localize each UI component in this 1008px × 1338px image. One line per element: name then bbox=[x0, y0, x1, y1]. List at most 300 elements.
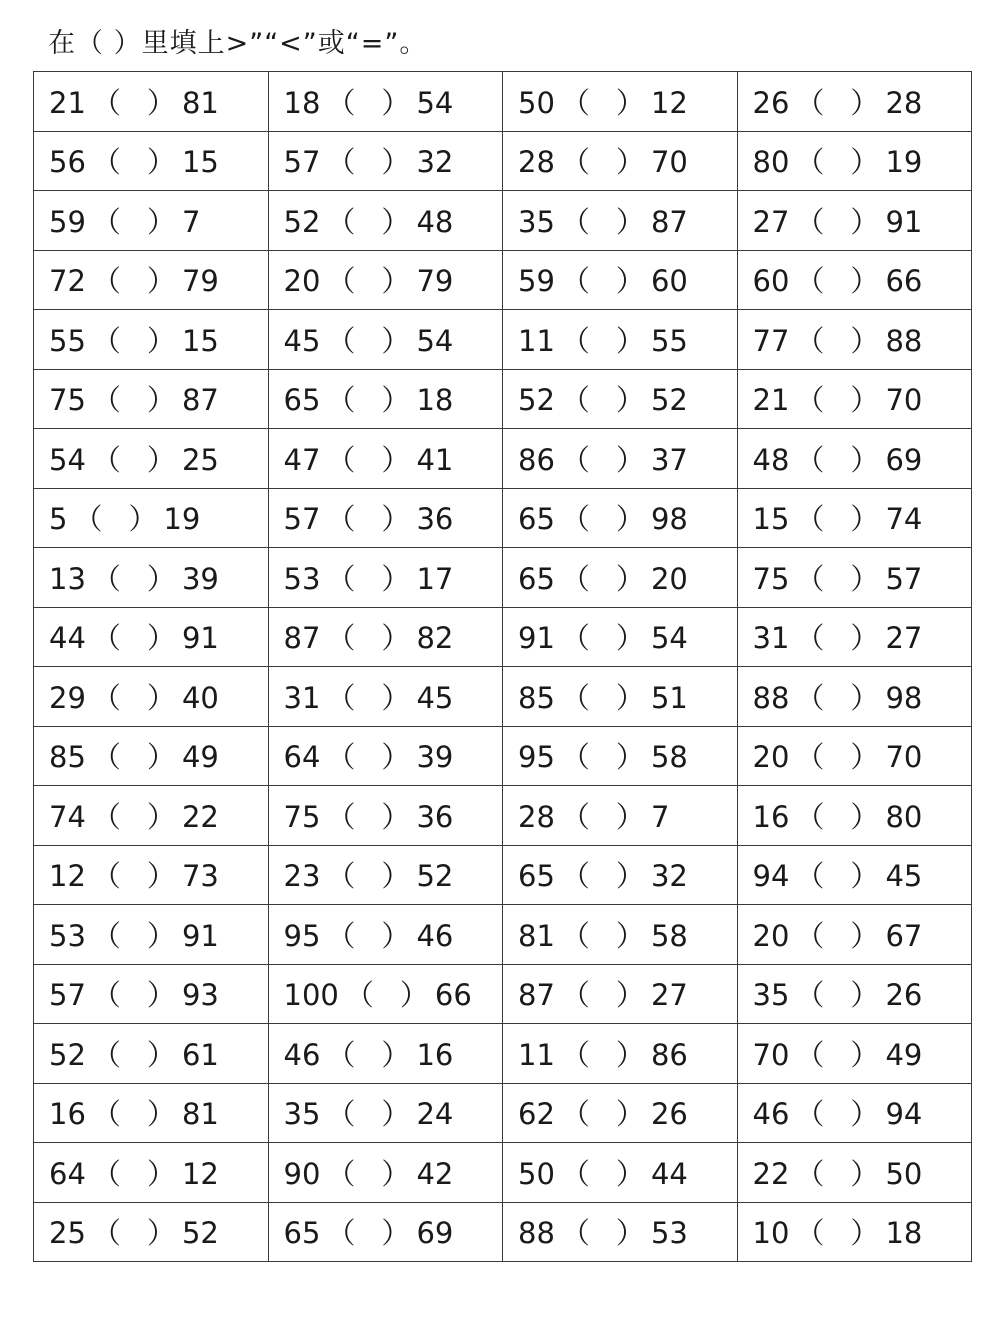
close-paren: ） bbox=[381, 1156, 411, 1191]
right-number: 93 bbox=[181, 978, 219, 1013]
open-paren: （ bbox=[326, 740, 356, 775]
left-number: 64 bbox=[49, 1156, 86, 1191]
left-number: 87 bbox=[283, 621, 321, 656]
answer-blank[interactable] bbox=[561, 557, 645, 598]
comparison-problem bbox=[268, 191, 503, 251]
right-number: 69 bbox=[416, 1216, 454, 1251]
left-number: 60 bbox=[752, 264, 790, 299]
left-number: 56 bbox=[49, 145, 86, 180]
answer-blank[interactable] bbox=[561, 735, 645, 776]
comparison-problem bbox=[34, 429, 269, 489]
comparison-problem bbox=[737, 786, 972, 846]
answer-blank[interactable] bbox=[326, 795, 410, 836]
comparison-problem bbox=[737, 1024, 972, 1084]
answer-blank[interactable] bbox=[92, 616, 176, 657]
open-paren: （ bbox=[91, 621, 121, 656]
answer-blank[interactable] bbox=[92, 973, 176, 1014]
answer-blank[interactable] bbox=[326, 1152, 410, 1193]
answer-blank[interactable] bbox=[561, 378, 645, 419]
open-paren: （ bbox=[326, 442, 356, 477]
answer-blank[interactable] bbox=[326, 497, 410, 538]
close-paren: ） bbox=[615, 442, 645, 477]
open-paren: （ bbox=[91, 85, 121, 120]
right-number: 52 bbox=[416, 859, 454, 894]
left-number: 91 bbox=[518, 621, 555, 656]
open-paren: （ bbox=[560, 323, 590, 358]
close-paren: ） bbox=[381, 918, 411, 953]
open-paren: （ bbox=[326, 621, 356, 656]
comparison-problem bbox=[737, 964, 972, 1024]
answer-blank[interactable] bbox=[345, 973, 429, 1014]
left-number: 26 bbox=[752, 85, 790, 120]
comparison-problem bbox=[503, 1024, 738, 1084]
answer-blank[interactable] bbox=[795, 676, 879, 717]
right-number: 51 bbox=[650, 680, 688, 715]
right-number: 91 bbox=[181, 621, 219, 656]
answer-blank[interactable] bbox=[92, 854, 176, 895]
open-paren: （ bbox=[91, 323, 121, 358]
right-number: 79 bbox=[416, 264, 454, 299]
comparison-problem bbox=[737, 905, 972, 965]
open-paren: （ bbox=[560, 918, 590, 953]
left-number: 53 bbox=[283, 561, 321, 596]
left-number: 15 bbox=[752, 502, 790, 537]
comparison-problem bbox=[268, 1202, 503, 1262]
answer-blank[interactable] bbox=[795, 81, 879, 122]
right-number: 73 bbox=[181, 859, 219, 894]
answer-blank[interactable] bbox=[795, 854, 879, 895]
left-number: 47 bbox=[283, 442, 321, 477]
answer-blank[interactable] bbox=[92, 1211, 176, 1252]
left-number: 28 bbox=[518, 145, 555, 180]
table-row bbox=[34, 667, 972, 727]
left-number: 65 bbox=[518, 859, 555, 894]
comparison-problem bbox=[737, 131, 972, 191]
right-number: 27 bbox=[885, 621, 923, 656]
close-paren: ） bbox=[615, 502, 645, 537]
close-paren: ） bbox=[615, 204, 645, 239]
comparison-problem bbox=[34, 726, 269, 786]
right-number: 74 bbox=[885, 502, 923, 537]
close-paren: ） bbox=[615, 383, 645, 418]
left-number: 86 bbox=[518, 442, 555, 477]
comparison-problem bbox=[503, 310, 738, 370]
left-number: 25 bbox=[49, 1216, 86, 1251]
answer-blank[interactable] bbox=[561, 854, 645, 895]
answer-blank[interactable] bbox=[561, 497, 645, 538]
open-paren: （ bbox=[326, 859, 356, 894]
left-number: 20 bbox=[283, 264, 321, 299]
comparison-problem bbox=[503, 488, 738, 548]
close-paren: ） bbox=[850, 1156, 880, 1191]
answer-blank[interactable] bbox=[326, 854, 410, 895]
answer-blank[interactable] bbox=[561, 140, 645, 181]
left-number: 45 bbox=[283, 323, 321, 358]
answer-blank[interactable] bbox=[326, 259, 410, 300]
answer-blank[interactable] bbox=[92, 438, 176, 479]
comparison-problem bbox=[34, 667, 269, 727]
answer-blank[interactable] bbox=[795, 438, 879, 479]
open-paren: （ bbox=[560, 1037, 590, 1072]
table-row bbox=[34, 726, 972, 786]
comparison-problem bbox=[34, 964, 269, 1024]
answer-blank[interactable] bbox=[92, 1152, 176, 1193]
comparison-problem bbox=[268, 1083, 503, 1143]
comparison-problem bbox=[737, 250, 972, 310]
comparison-problem bbox=[34, 1202, 269, 1262]
answer-blank[interactable] bbox=[561, 616, 645, 657]
left-number: 22 bbox=[752, 1156, 790, 1191]
left-number: 81 bbox=[518, 918, 555, 953]
answer-blank[interactable] bbox=[561, 81, 645, 122]
left-number: 46 bbox=[752, 1097, 790, 1132]
comparison-problem bbox=[268, 964, 503, 1024]
answer-blank[interactable] bbox=[561, 319, 645, 360]
right-number: 70 bbox=[650, 145, 688, 180]
right-number: 98 bbox=[885, 680, 923, 715]
close-paren: ） bbox=[850, 85, 880, 120]
close-paren: ） bbox=[146, 859, 176, 894]
close-paren: ） bbox=[850, 1216, 880, 1251]
close-paren: ） bbox=[381, 442, 411, 477]
answer-blank[interactable] bbox=[561, 200, 645, 241]
comparison-problem bbox=[737, 1202, 972, 1262]
open-paren: （ bbox=[795, 561, 825, 596]
comparison-problem bbox=[34, 1083, 269, 1143]
left-number: 10 bbox=[752, 1216, 790, 1251]
table-row bbox=[34, 548, 972, 608]
table-row bbox=[34, 369, 972, 429]
close-paren: ） bbox=[615, 1156, 645, 1191]
close-paren: ） bbox=[615, 978, 645, 1013]
answer-blank[interactable] bbox=[561, 438, 645, 479]
left-number: 12 bbox=[49, 859, 86, 894]
close-paren: ） bbox=[615, 264, 645, 299]
left-number: 72 bbox=[49, 264, 86, 299]
right-number: 54 bbox=[416, 85, 454, 120]
right-number: 40 bbox=[181, 680, 219, 715]
answer-blank[interactable] bbox=[561, 795, 645, 836]
left-number: 90 bbox=[283, 1156, 321, 1191]
comparison-table bbox=[33, 71, 972, 1262]
left-number: 80 bbox=[752, 145, 790, 180]
left-number: 53 bbox=[49, 918, 86, 953]
answer-blank[interactable] bbox=[795, 1033, 879, 1074]
left-number: 29 bbox=[49, 680, 86, 715]
close-paren: ） bbox=[615, 1216, 645, 1251]
left-number: 64 bbox=[283, 740, 321, 775]
right-number: 79 bbox=[181, 264, 219, 299]
close-paren: ） bbox=[381, 502, 411, 537]
close-paren: ） bbox=[381, 145, 411, 180]
open-paren: （ bbox=[795, 1216, 825, 1251]
answer-blank[interactable] bbox=[92, 140, 176, 181]
open-paren: （ bbox=[560, 1156, 590, 1191]
close-paren: ） bbox=[615, 859, 645, 894]
right-number: 87 bbox=[181, 383, 219, 418]
answer-blank[interactable] bbox=[92, 914, 176, 955]
comparison-problem bbox=[737, 429, 972, 489]
answer-blank[interactable] bbox=[326, 735, 410, 776]
open-paren: （ bbox=[326, 680, 356, 715]
open-paren: （ bbox=[795, 1097, 825, 1132]
comparison-problem bbox=[503, 726, 738, 786]
right-number: 82 bbox=[416, 621, 454, 656]
close-paren: ） bbox=[615, 621, 645, 656]
open-paren: （ bbox=[326, 264, 356, 299]
left-number: 27 bbox=[752, 204, 790, 239]
right-number: 7 bbox=[181, 204, 201, 239]
answer-blank[interactable] bbox=[92, 1033, 176, 1074]
right-number: 70 bbox=[885, 383, 923, 418]
answer-blank[interactable] bbox=[92, 259, 176, 300]
left-number: 11 bbox=[518, 323, 555, 358]
answer-blank[interactable] bbox=[92, 81, 176, 122]
right-number: 57 bbox=[885, 561, 923, 596]
close-paren: ） bbox=[146, 561, 176, 596]
answer-blank[interactable] bbox=[326, 1211, 410, 1252]
answer-blank[interactable] bbox=[92, 676, 176, 717]
left-number: 57 bbox=[283, 145, 321, 180]
answer-blank[interactable] bbox=[795, 616, 879, 657]
comparison-problem bbox=[34, 72, 269, 132]
right-number: 39 bbox=[416, 740, 454, 775]
close-paren: ） bbox=[146, 85, 176, 120]
answer-blank[interactable] bbox=[795, 973, 879, 1014]
right-number: 42 bbox=[416, 1156, 454, 1191]
answer-blank[interactable] bbox=[561, 1211, 645, 1252]
right-number: 12 bbox=[650, 85, 688, 120]
right-number: 36 bbox=[416, 502, 454, 537]
comparison-problem bbox=[34, 191, 269, 251]
comparison-problem bbox=[34, 548, 269, 608]
answer-blank[interactable] bbox=[795, 1152, 879, 1193]
answer-blank[interactable] bbox=[326, 616, 410, 657]
table-row bbox=[34, 1202, 972, 1262]
answer-blank[interactable] bbox=[795, 259, 879, 300]
close-paren: ） bbox=[381, 204, 411, 239]
comparison-problem bbox=[34, 905, 269, 965]
answer-blank[interactable] bbox=[326, 200, 410, 241]
open-paren: （ bbox=[344, 978, 374, 1013]
close-paren: ） bbox=[381, 85, 411, 120]
answer-blank[interactable] bbox=[326, 557, 410, 598]
open-paren: （ bbox=[326, 383, 356, 418]
open-paren: （ bbox=[91, 859, 121, 894]
answer-blank[interactable] bbox=[795, 735, 879, 776]
close-paren: ） bbox=[850, 799, 880, 834]
right-number: 37 bbox=[650, 442, 688, 477]
close-paren: ） bbox=[146, 264, 176, 299]
comparison-problem bbox=[268, 429, 503, 489]
close-paren: ） bbox=[381, 383, 411, 418]
comparison-problem bbox=[268, 607, 503, 667]
answer-blank[interactable] bbox=[795, 378, 879, 419]
open-paren: （ bbox=[326, 85, 356, 120]
open-paren: （ bbox=[560, 502, 590, 537]
answer-blank[interactable] bbox=[561, 676, 645, 717]
answer-blank[interactable] bbox=[326, 319, 410, 360]
left-number: 18 bbox=[283, 85, 321, 120]
answer-blank[interactable] bbox=[326, 438, 410, 479]
answer-blank[interactable] bbox=[561, 1033, 645, 1074]
comparison-problem bbox=[503, 72, 738, 132]
open-paren: （ bbox=[326, 918, 356, 953]
close-paren: ） bbox=[381, 680, 411, 715]
table-row bbox=[34, 1024, 972, 1084]
left-number: 75 bbox=[49, 383, 86, 418]
answer-blank[interactable] bbox=[795, 497, 879, 538]
close-paren: ） bbox=[381, 1216, 411, 1251]
open-paren: （ bbox=[91, 145, 121, 180]
open-paren: （ bbox=[560, 1097, 590, 1132]
answer-blank[interactable] bbox=[326, 1033, 410, 1074]
right-number: 86 bbox=[650, 1037, 688, 1072]
answer-blank[interactable] bbox=[561, 259, 645, 300]
open-paren: （ bbox=[91, 740, 121, 775]
comparison-problem bbox=[737, 548, 972, 608]
comparison-problem bbox=[737, 1143, 972, 1203]
open-paren: （ bbox=[560, 145, 590, 180]
answer-blank[interactable] bbox=[795, 200, 879, 241]
answer-blank[interactable] bbox=[795, 557, 879, 598]
close-paren: ） bbox=[850, 204, 880, 239]
close-paren: ） bbox=[146, 621, 176, 656]
right-number: 52 bbox=[181, 1216, 219, 1251]
left-number: 62 bbox=[518, 1097, 555, 1132]
right-number: 88 bbox=[885, 323, 923, 358]
answer-blank[interactable] bbox=[795, 319, 879, 360]
close-paren: ） bbox=[381, 264, 411, 299]
open-paren: （ bbox=[326, 145, 356, 180]
answer-blank[interactable] bbox=[92, 795, 176, 836]
left-number: 31 bbox=[752, 621, 790, 656]
answer-blank[interactable] bbox=[326, 378, 410, 419]
close-paren: ） bbox=[381, 799, 411, 834]
open-paren: （ bbox=[795, 383, 825, 418]
comparison-problem bbox=[268, 131, 503, 191]
right-number: 25 bbox=[181, 442, 219, 477]
answer-blank[interactable] bbox=[561, 973, 645, 1014]
right-number: 87 bbox=[650, 204, 688, 239]
open-paren: （ bbox=[326, 1156, 356, 1191]
answer-blank[interactable] bbox=[326, 914, 410, 955]
left-number: 70 bbox=[752, 1037, 790, 1072]
comparison-problem bbox=[34, 369, 269, 429]
left-number: 52 bbox=[283, 204, 321, 239]
open-paren: （ bbox=[91, 1156, 121, 1191]
answer-blank[interactable] bbox=[795, 1211, 879, 1252]
answer-blank[interactable] bbox=[326, 81, 410, 122]
right-number: 80 bbox=[885, 799, 923, 834]
table-row bbox=[34, 786, 972, 846]
open-paren: （ bbox=[73, 502, 103, 537]
right-number: 91 bbox=[181, 918, 219, 953]
close-paren: ） bbox=[615, 918, 645, 953]
comparison-problem bbox=[737, 1083, 972, 1143]
answer-blank[interactable] bbox=[795, 1092, 879, 1133]
left-number: 59 bbox=[49, 204, 86, 239]
right-number: 81 bbox=[181, 85, 219, 120]
left-number: 13 bbox=[49, 561, 86, 596]
right-number: 17 bbox=[416, 561, 454, 596]
open-paren: （ bbox=[91, 978, 121, 1013]
answer-blank[interactable] bbox=[92, 378, 176, 419]
close-paren: ） bbox=[615, 1097, 645, 1132]
right-number: 19 bbox=[885, 145, 923, 180]
open-paren: （ bbox=[560, 621, 590, 656]
answer-blank[interactable] bbox=[73, 497, 157, 538]
right-number: 19 bbox=[163, 502, 201, 537]
close-paren: ） bbox=[850, 978, 880, 1013]
open-paren: （ bbox=[560, 442, 590, 477]
open-paren: （ bbox=[91, 1097, 121, 1132]
comparison-problem bbox=[34, 1143, 269, 1203]
right-number: 48 bbox=[416, 204, 454, 239]
answer-blank[interactable] bbox=[92, 1092, 176, 1133]
left-number: 16 bbox=[49, 1097, 86, 1132]
right-number: 54 bbox=[416, 323, 454, 358]
answer-blank[interactable] bbox=[92, 735, 176, 776]
comparison-problem bbox=[34, 607, 269, 667]
right-number: 58 bbox=[650, 740, 688, 775]
left-number: 31 bbox=[283, 680, 321, 715]
comparison-problem bbox=[737, 310, 972, 370]
comparison-problem bbox=[268, 1024, 503, 1084]
answer-blank[interactable] bbox=[92, 319, 176, 360]
close-paren: ） bbox=[850, 859, 880, 894]
comparison-problem bbox=[503, 845, 738, 905]
right-number: 32 bbox=[650, 859, 688, 894]
answer-blank[interactable] bbox=[326, 1092, 410, 1133]
right-number: 44 bbox=[650, 1156, 688, 1191]
right-number: 12 bbox=[181, 1156, 219, 1191]
close-paren: ） bbox=[146, 1097, 176, 1132]
answer-blank[interactable] bbox=[795, 795, 879, 836]
close-paren: ） bbox=[146, 978, 176, 1013]
answer-blank[interactable] bbox=[561, 1152, 645, 1193]
answer-blank[interactable] bbox=[92, 200, 176, 241]
open-paren: （ bbox=[91, 561, 121, 596]
answer-blank[interactable] bbox=[795, 140, 879, 181]
right-number: 27 bbox=[650, 978, 688, 1013]
answer-blank[interactable] bbox=[326, 676, 410, 717]
answer-blank[interactable] bbox=[326, 140, 410, 181]
right-number: 55 bbox=[650, 323, 688, 358]
open-paren: （ bbox=[91, 264, 121, 299]
left-number: 35 bbox=[518, 204, 555, 239]
comparison-problem bbox=[34, 250, 269, 310]
comparison-problem bbox=[503, 1143, 738, 1203]
close-paren: ） bbox=[381, 859, 411, 894]
left-number: 65 bbox=[283, 1216, 321, 1251]
answer-blank[interactable] bbox=[795, 914, 879, 955]
answer-blank[interactable] bbox=[561, 914, 645, 955]
comparison-problem bbox=[737, 488, 972, 548]
answer-blank[interactable] bbox=[561, 1092, 645, 1133]
close-paren: ） bbox=[615, 85, 645, 120]
right-number: 50 bbox=[885, 1156, 923, 1191]
table-row bbox=[34, 964, 972, 1024]
comparison-problem bbox=[503, 191, 738, 251]
comparison-problem bbox=[34, 131, 269, 191]
close-paren: ） bbox=[850, 502, 880, 537]
left-number: 75 bbox=[283, 799, 321, 834]
answer-blank[interactable] bbox=[92, 557, 176, 598]
right-number: 58 bbox=[650, 918, 688, 953]
close-paren: ） bbox=[381, 1097, 411, 1132]
open-paren: （ bbox=[91, 799, 121, 834]
